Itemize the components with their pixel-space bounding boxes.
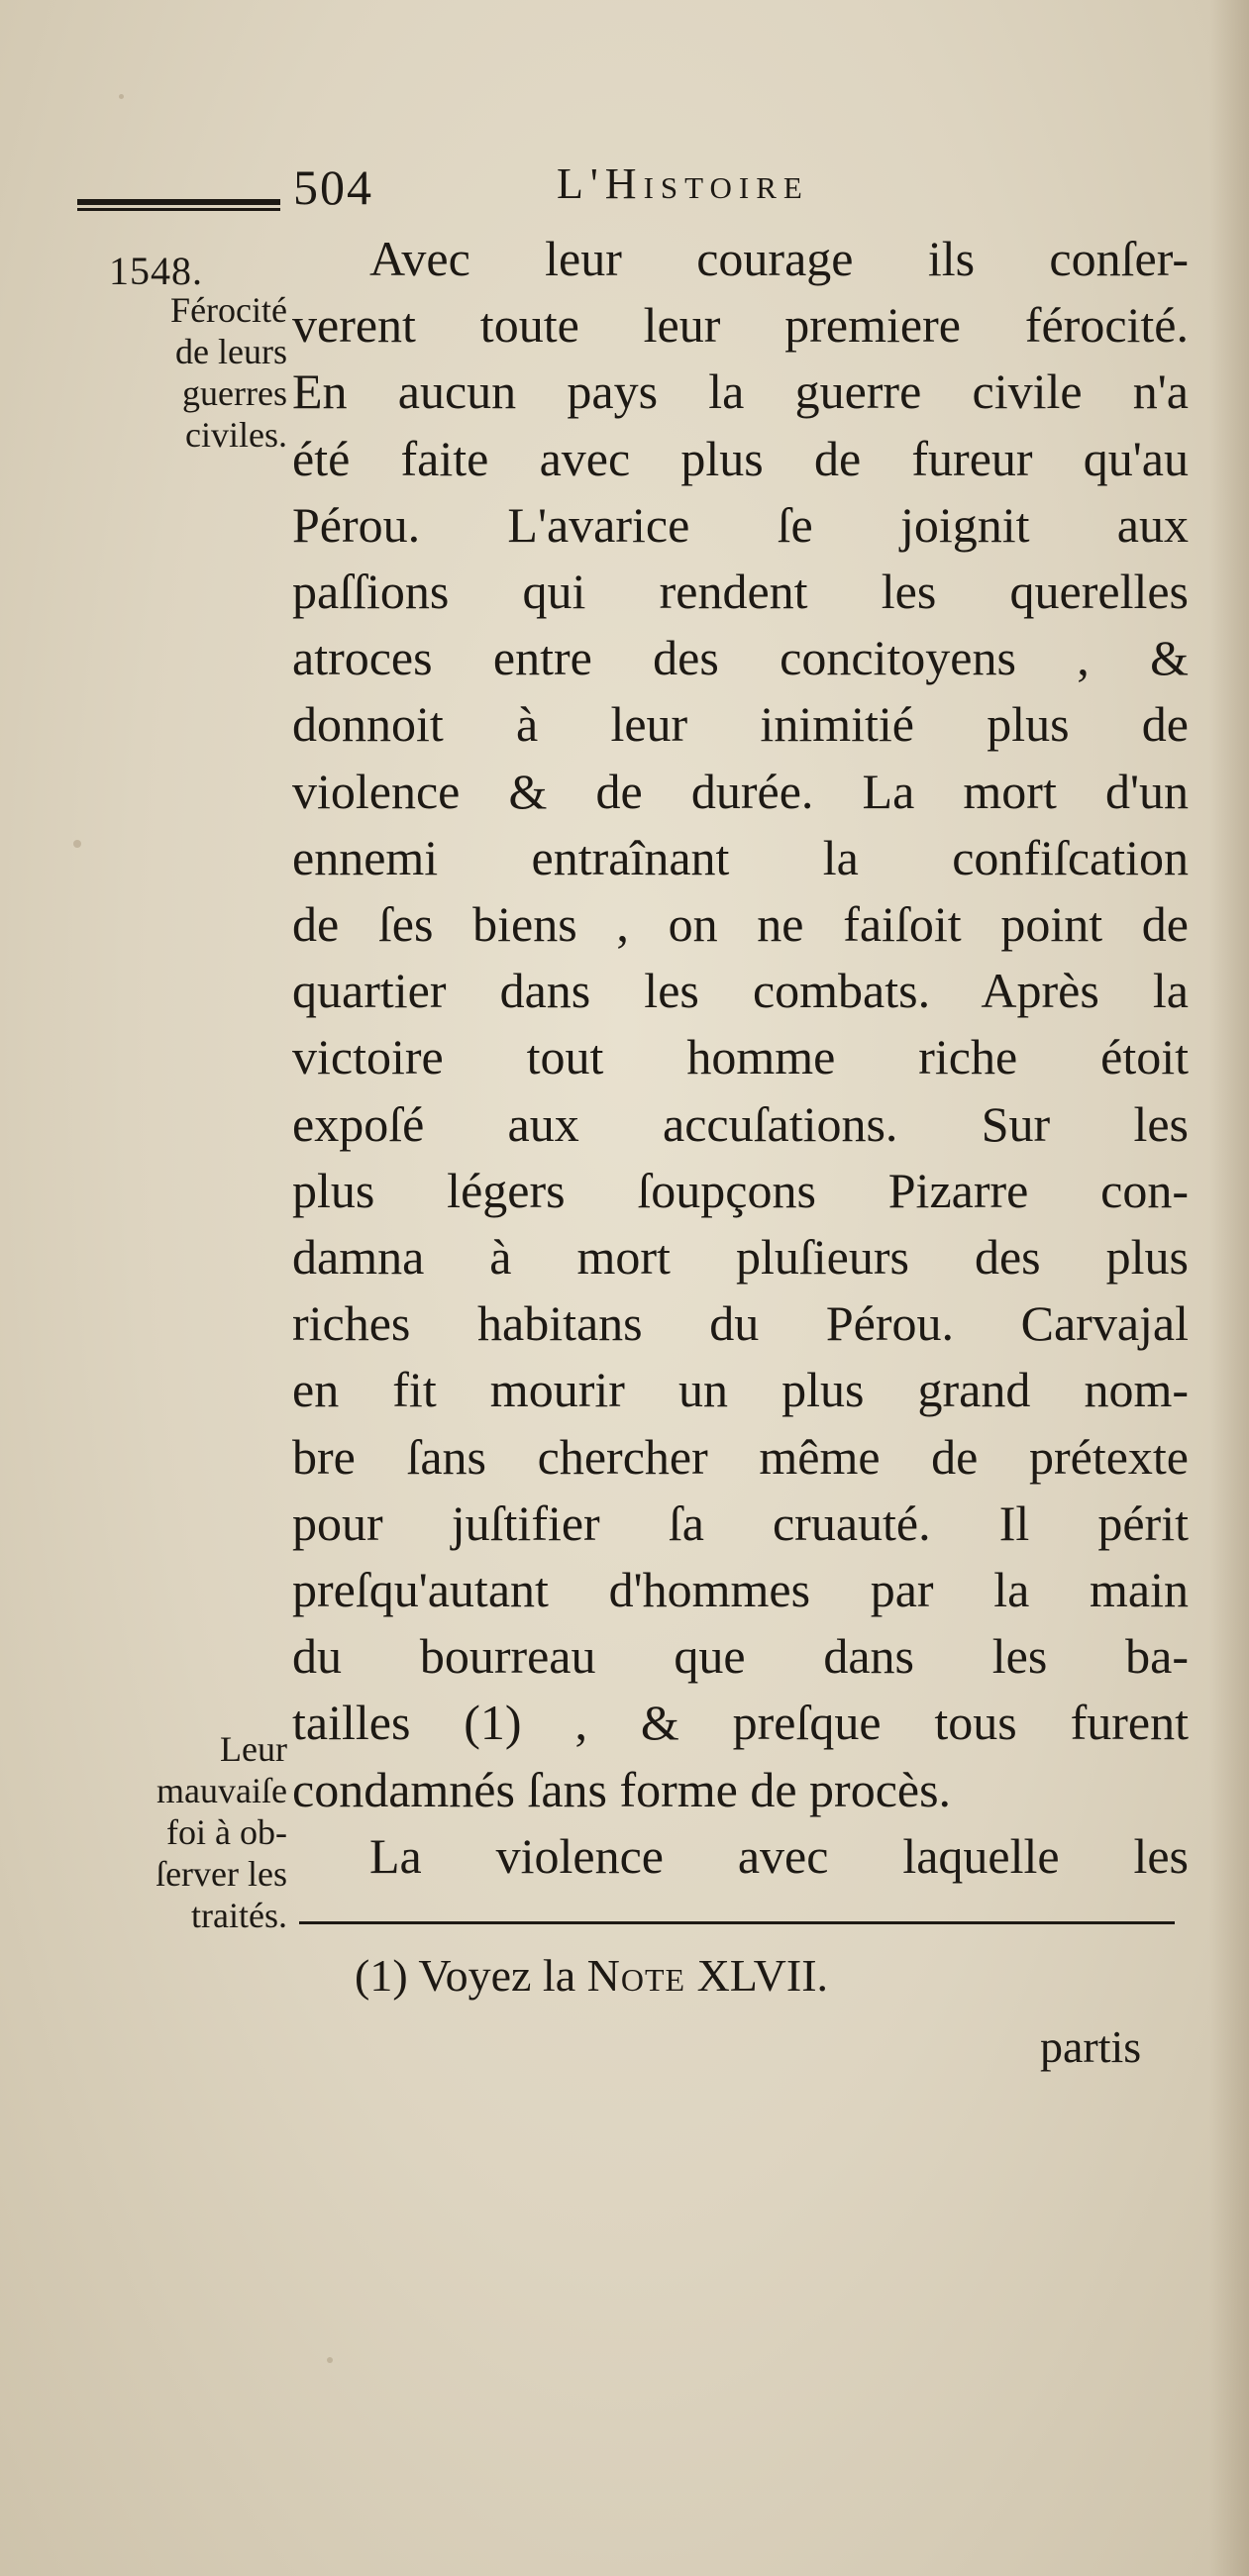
catchword: partis [1040,2021,1142,2072]
text-line: Pérou. L'avarice ſe joignit aux [292,496,1189,553]
text-line: en fit mourir un plus grand nom- [292,1362,1189,1418]
text-line: preſqu'autant d'hommes par la main [292,1562,1189,1618]
text-line: de ſes biens , on ne faiſoit point de [292,896,1189,953]
text-line: condamnés ſans forme de procès. [292,1761,952,1817]
text-line: damna à mort pluſieurs des plus [292,1229,1189,1286]
text-line: En aucun pays la guerre civile n'a [292,363,1189,420]
text-line: bre ſans chercher même de prétexte [292,1428,1189,1485]
text-line: du bourreau que dans les ba- [292,1628,1189,1685]
text-line: plus légers ſoupçons Pizarre con- [292,1162,1189,1218]
margin-year: 1548. [109,249,203,293]
text-line: paſſions qui rendent les querelles [292,564,1189,620]
margin-note-line: mauvaiſe [156,1771,287,1810]
footnote-rule [299,1921,1175,1924]
margin-note-line: Leur [220,1729,287,1769]
paper-speck [119,94,124,99]
text-line: expoſé aux accuſations. Sur les [292,1095,1189,1152]
margin-note-line: de leurs [175,332,287,371]
text-line: quartier dans les combats. Après la [292,963,1189,1019]
running-head: L'Histoire [557,159,809,208]
margin-note-bad-faith [59,1728,287,1936]
margin-note-line: guerres [182,373,287,413]
footnote-note-word: Note [586,1950,686,2001]
paper-speck [327,2357,333,2363]
margin-note-line: civiles. [185,415,287,455]
text-line: victoire tout homme riche étoit [292,1029,1189,1085]
text-line: riches habitans du Pérou. Carvajal [292,1295,1189,1352]
page-number: 504 [293,159,373,215]
margin-note-line: Férocité [170,290,287,330]
text-line: atroces entre des concitoyens , & [292,630,1189,686]
footnote-marker: (1) [355,1950,408,2001]
text-line: ennemi entraînant la confiſcation [292,829,1189,885]
margin-note-line: traités. [191,1896,287,1935]
text-line: Avec leur courage ils conſer- [369,231,1189,286]
margin-note-ferocity [59,289,287,456]
text-line: été faite avec plus de fureur qu'au [292,430,1189,486]
margin-note-line: ſerver les [156,1854,287,1894]
text-line: tailles (1) , & preſque tous furent [292,1695,1189,1751]
text-line: pour juſtifier ſa cruauté. Il périt [292,1494,1189,1551]
header-rule [77,199,280,211]
footnote-text: Voyez la [418,1950,576,2001]
page-edge-shadow [1209,0,1249,2576]
margin-note-line: foi à ob- [166,1812,287,1852]
text-line: donnoit à leur inimitié plus de [292,696,1189,753]
footnote [355,1949,828,2002]
text-line: verent toute leur premiere férocité. [292,297,1189,354]
main-text [292,226,1189,1890]
paper-speck [73,840,81,848]
text-line: violence & de durée. La mort d'un [292,763,1189,819]
text-line: La violence avec laquelle les [369,1827,1189,1884]
footnote-note-number: XLVII. [696,1950,829,2001]
